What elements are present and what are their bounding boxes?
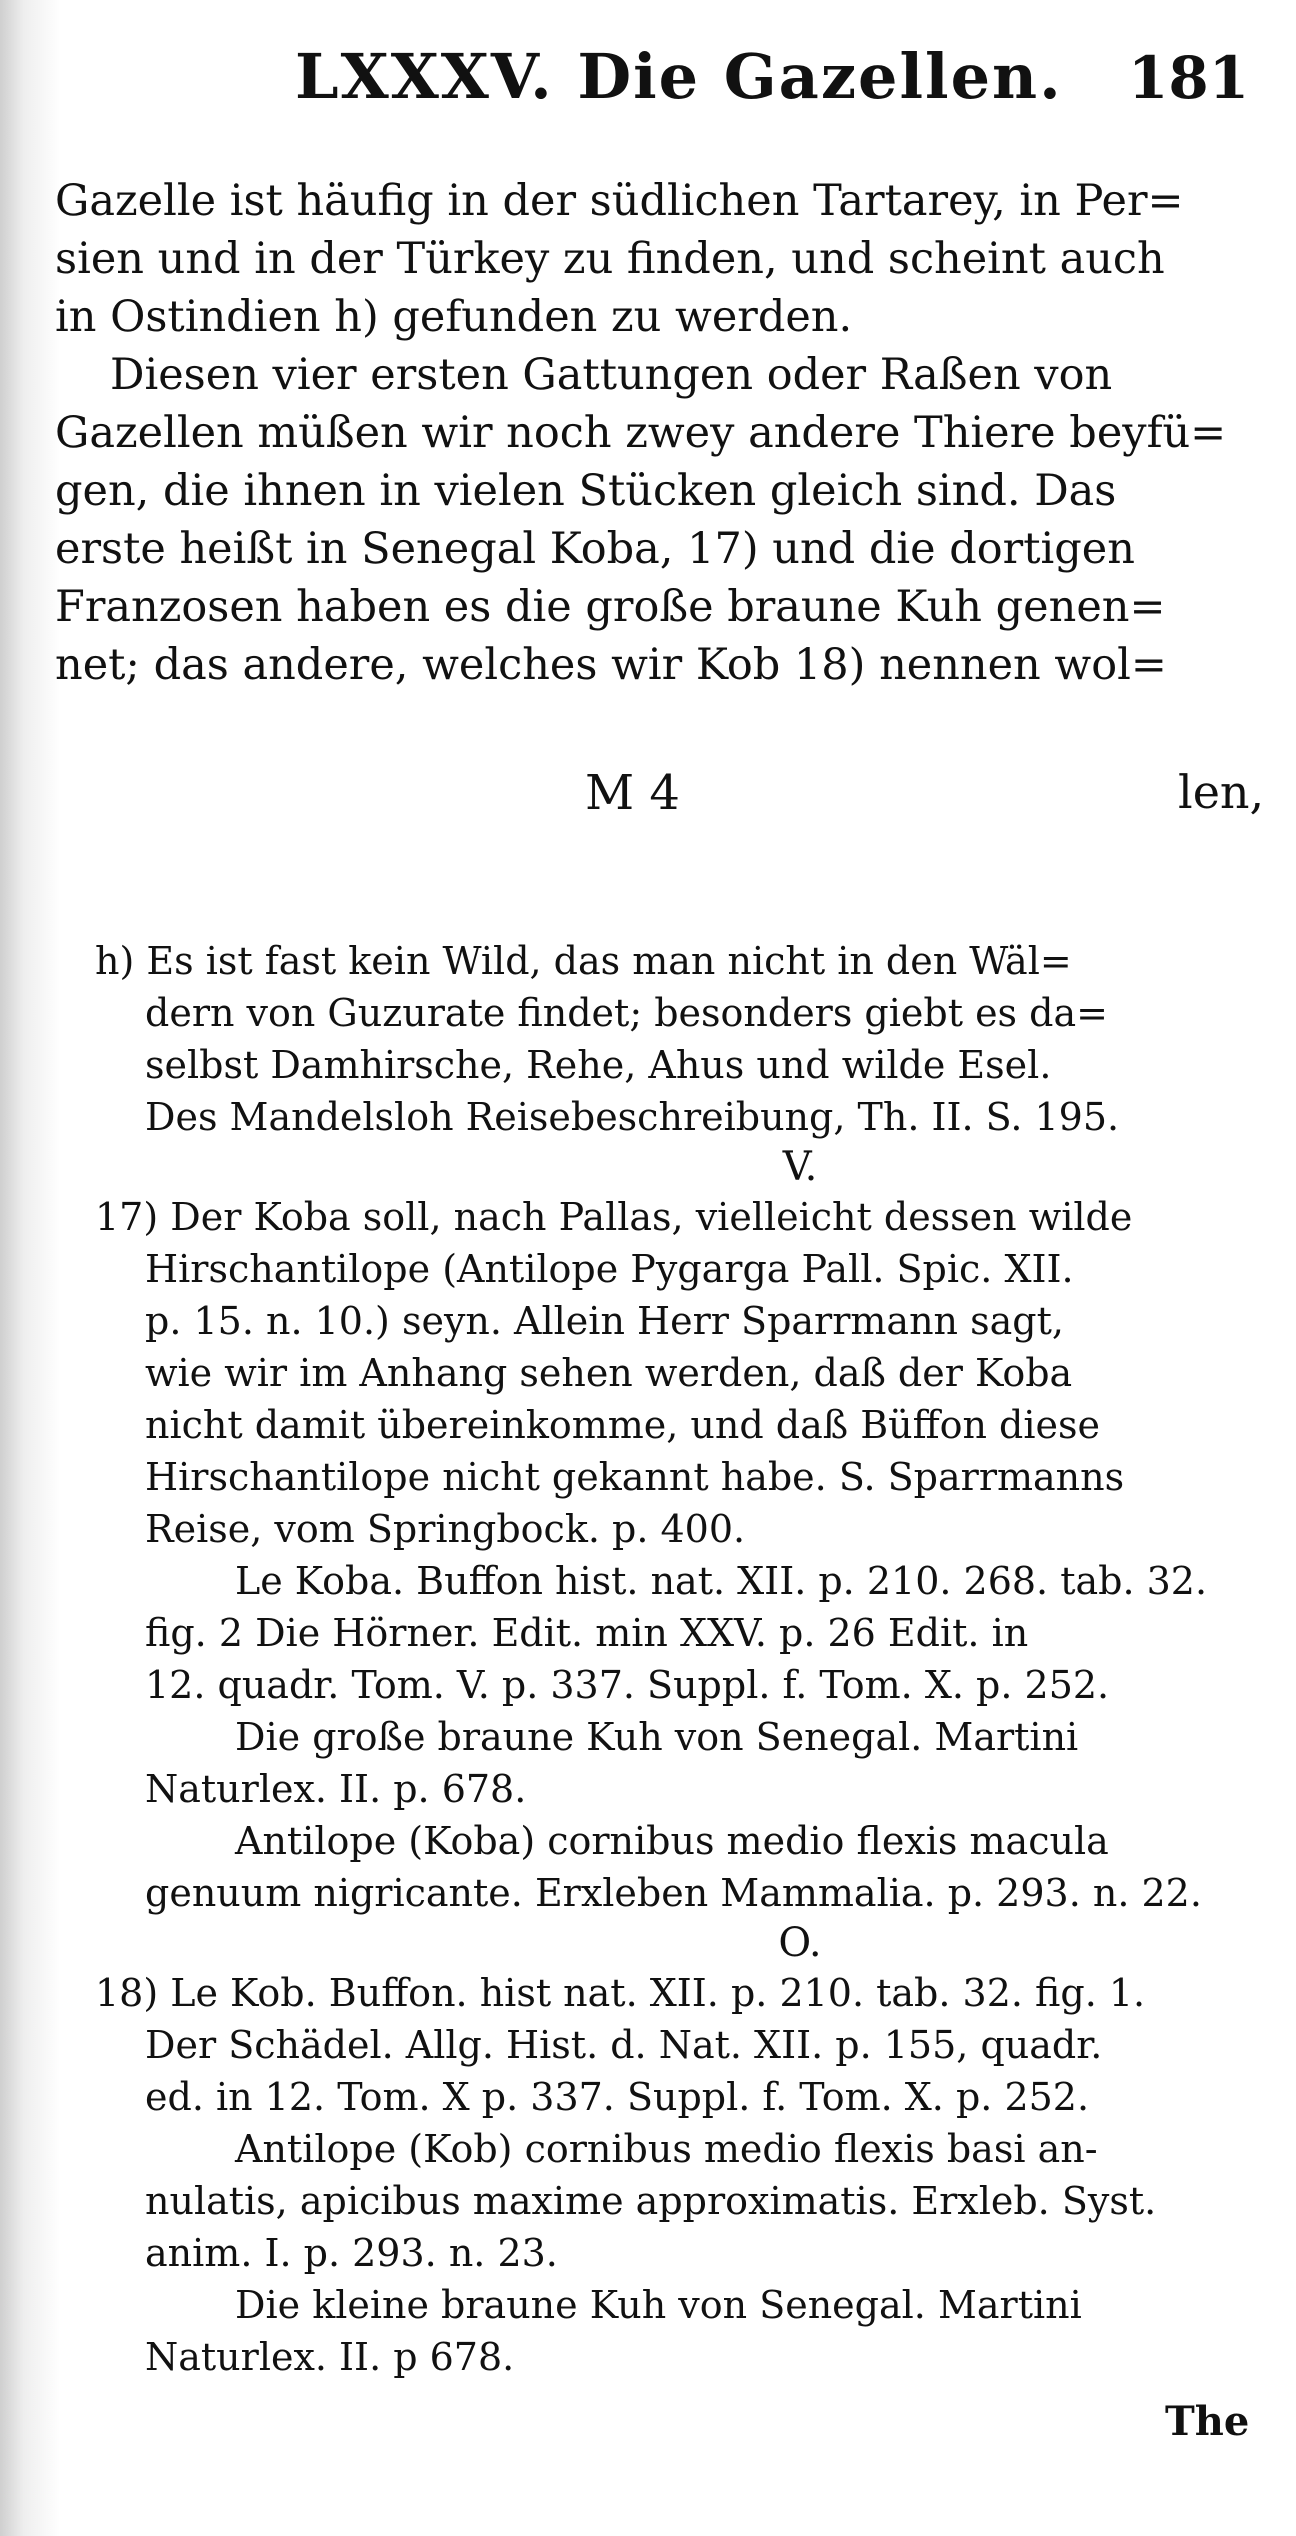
footnote-h-line: Des Mandelsloh Reisebeschreibung, Th. II. S. 195.: [145, 1095, 1120, 1139]
signature-row: [0, 755, 1296, 835]
section-mark-o: O.: [778, 1920, 822, 1966]
footnote-17-ref: Die große braune Kuh von Senegal. Martini: [235, 1715, 1079, 1759]
footnote-17-ref: genuum nigricante. Erxleben Mammalia. p. 293. n. 22.: [145, 1871, 1202, 1915]
body-line: Gazelle ist häufig in der südlichen Tartarey, in Per=: [55, 176, 1184, 226]
footnote-17-ref: fig. 2 Die Hörner. Edit. min XXV. p. 26 Edit. in: [145, 1611, 1029, 1655]
footnote-h-line: h) Es ist fast kein Wild, das man nicht in den Wäl=: [95, 939, 1072, 983]
body-line: Gazellen müßen wir noch zwey andere Thiere beyfü=: [55, 408, 1227, 458]
body-line: Diesen vier ersten Gattungen oder Raßen von: [110, 350, 1113, 400]
footnote-18-line: ed. in 12. Tom. X p. 337. Suppl. f. Tom. X. p. 252.: [145, 2075, 1090, 2119]
footnote-17-line: Reise, vom Springbock. p. 400.: [145, 1507, 746, 1551]
footnotes: [95, 935, 1245, 2383]
footnote-17-line: nicht damit übereinkomme, und daß Büffon diese: [145, 1403, 1101, 1447]
body-line: net; das andere, welches wir Kob 18) nennen wol=: [55, 640, 1167, 690]
catchword: The: [1165, 2398, 1250, 2445]
footnote-h-line: selbst Damhirsche, Rehe, Ahus und wilde Esel.: [145, 1043, 1052, 1087]
body-line: sien und in der Türkey zu finden, und scheint auch: [55, 234, 1165, 284]
footnote-18-line: anim. I. p. 293. n. 23.: [145, 2231, 558, 2275]
section-mark-v: V.: [782, 1144, 818, 1190]
footnote-17-ref: Le Koba. Buffon hist. nat. XII. p. 210. 268. tab. 32.: [235, 1559, 1208, 1603]
footnote-17-line: p. 15. n. 10.) seyn. Allein Herr Sparrmann sagt,: [145, 1299, 1064, 1343]
footnote-18-line: Antilope (Kob) cornibus medio flexis basi an-: [235, 2127, 1098, 2171]
footnote-18-line: Der Schädel. Allg. Hist. d. Nat. XII. p. 155, quadr.: [145, 2023, 1103, 2067]
footnote-18-line: Naturlex. II. p 678.: [145, 2335, 515, 2379]
page-number: 181: [1128, 44, 1250, 112]
body-line: erste heißt in Senegal Koba, 17) und die dortigen: [55, 524, 1135, 574]
footnote-17-ref: 12. quadr. Tom. V. p. 337. Suppl. f. Tom. X. p. 252.: [145, 1663, 1110, 1707]
footnote-18-line: 18) Le Kob. Buffon. hist nat. XII. p. 210. tab. 32. fig. 1.: [95, 1971, 1146, 2015]
footnote-17-ref: Naturlex. II. p. 678.: [145, 1767, 527, 1811]
footnote-17-line: Hirschantilope (Antilope Pygarga Pall. Spic. XII.: [145, 1247, 1074, 1291]
footnote-18-line: nulatis, apicibus maxime approximatis. Erxleb. Syst.: [145, 2179, 1157, 2223]
body-line: Franzosen haben es die große braune Kuh genen=: [55, 582, 1166, 632]
line-continuation: len,: [1178, 765, 1265, 819]
chapter-title: LXXXV. Die Gazellen.: [295, 40, 1063, 113]
main-text: [55, 172, 1235, 694]
footnote-17-ref: Antilope (Koba) cornibus medio flexis macula: [235, 1819, 1109, 1863]
body-line: gen, die ihnen in vielen Stücken gleich sind. Das: [55, 466, 1117, 516]
running-header: [0, 20, 1296, 130]
footnote-17-line: wie wir im Anhang sehen werden, daß der Koba: [145, 1351, 1073, 1395]
footnote-17-line: 17) Der Koba soll, nach Pallas, vielleicht dessen wilde: [95, 1195, 1133, 1239]
footnote-18-line: Die kleine braune Kuh von Senegal. Martini: [235, 2283, 1082, 2327]
footnote-17-line: Hirschantilope nicht gekannt habe. S. Sparrmanns: [145, 1455, 1125, 1499]
footnote-h-line: dern von Guzurate findet; besonders giebt es da=: [145, 991, 1108, 1035]
body-line: in Ostindien h) gefunden zu werden.: [55, 292, 853, 342]
page-edge-shadow: [0, 0, 60, 2536]
signature-mark: M 4: [585, 765, 680, 821]
